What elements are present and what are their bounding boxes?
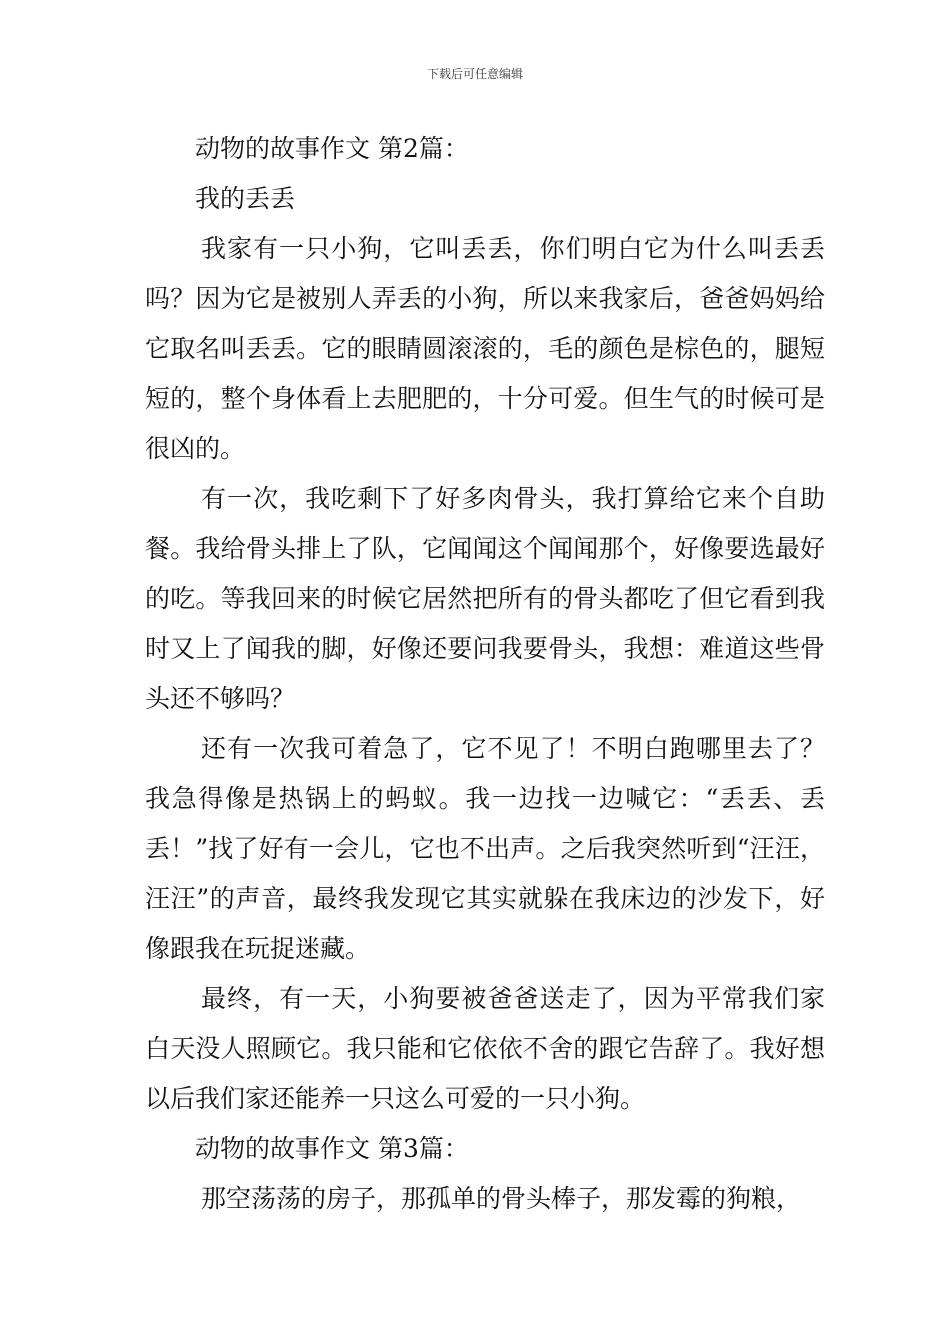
essay-title: 我的丢丢 <box>195 184 296 213</box>
paragraph: 最终，有一天，小狗要被爸爸送走了，因为平常我们家白天没人照顾它。我只能和它依依不舍的跟它告辞了。我好想以后我们家还能养一只这么可爱的一只小狗。 <box>145 984 825 1113</box>
paragraph: 还有一次我可着急了，它不见了！不明白跑哪里去了？我急得像是热锅上的蚂蚁。我一边找一边喊它：“丢丢、丢丢！”找了好有一会儿，它也不出声。之后我突然听到“汪汪，汪汪”的声音，最终我发现它其实就躲在我床边的沙发下，好像跟我在玩捉迷藏。 <box>145 734 825 963</box>
page-header: 下载后可任意编辑 <box>426 67 523 81</box>
document-body <box>145 124 825 1224</box>
paragraph: 那空荡荡的房子，那孤单的骨头棒子，那发霉的狗粮， <box>201 1184 802 1213</box>
section-heading: 动物的故事作文 第3篇： <box>195 1134 469 1163</box>
paragraph: 有一次，我吃剩下了好多肉骨头，我打算给它来个自助餐。我给骨头排上了队，它闻闻这个闻闻那个，好像要选最好的吃。等我回来的时候它居然把所有的骨头都吃了但它看到我时又上了闻我的脚，好像还要问我要骨头，我想：难道这些骨头还不够吗？ <box>145 484 825 713</box>
section-heading: 动物的故事作文 第2篇： <box>195 134 469 163</box>
paragraph: 我家有一只小狗，它叫丢丢，你们明白它为什么叫丢丢吗？因为它是被别人弄丢的小狗，所以来我家后，爸爸妈妈给它取名叫丢丢。它的眼睛圆滚滚的，毛的颜色是棕色的，腿短短的，整个身体看上去肥肥的，十分可爱。但生气的时候可是很凶的。 <box>145 234 825 463</box>
